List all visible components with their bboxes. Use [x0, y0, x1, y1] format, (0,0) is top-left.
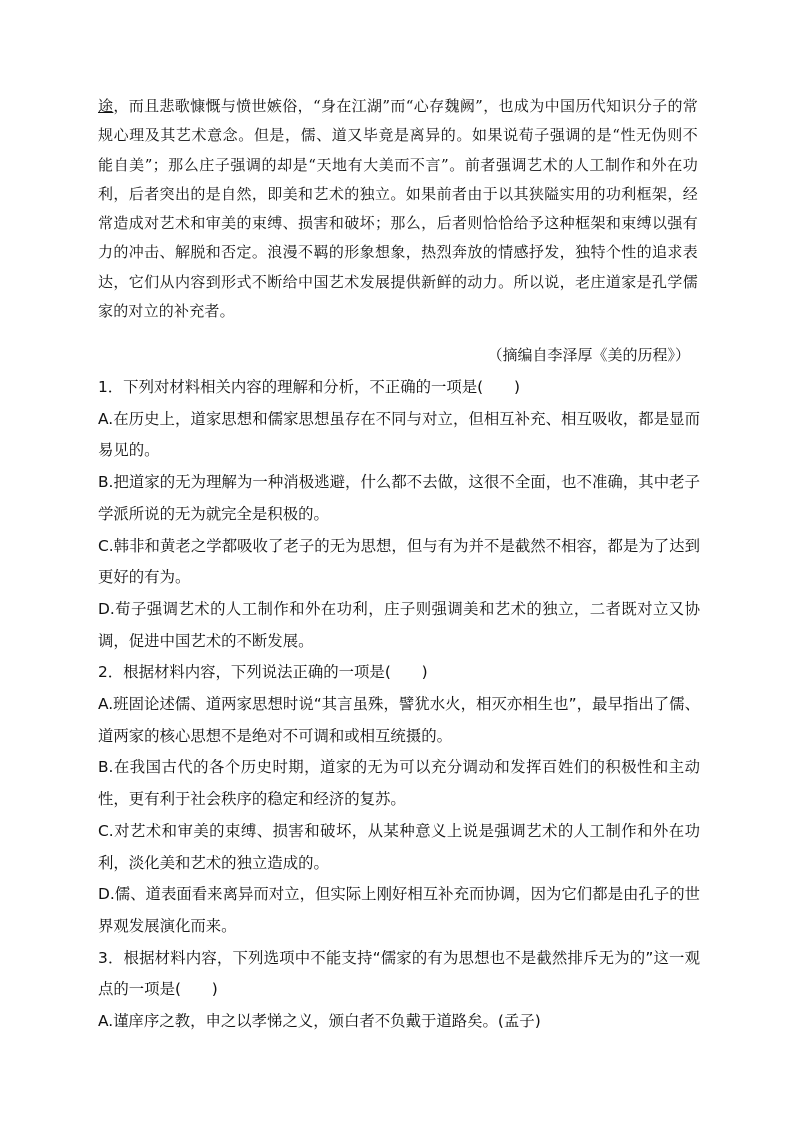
question-1-option-d: D.荀子强调艺术的人工制作和外在功利，庄子则强调美和艺术的独立，二者既对立又协调，促进中国艺术的不断发展。 — [98, 599, 700, 650]
question-2-option-c: C.对艺术和审美的束缚、损害和破坏，从某种意义上说是强调艺术的人工制作和外在功利，淡化美和艺术的独立造成的。 — [98, 821, 700, 872]
passage-body: ，而且悲歌慷慨与愤世嫉俗，“身在江湖”而“心存魏阙”，也成为中国历代知识分子的常规心理及其艺术意念。但是，儒、道又毕竟是离异的。如果说荀子强调的是“性无伪则不能自美”；那么庄子强调的却是“天地有大美而不言”。前者强调艺术的人工制作和外在功利，后者突出的是自然，即美和艺术的独立。如果前者由于以其狭隘实用的功利框架，经常造成对艺术和审美的束缚、损害和破坏；那么，后者则恰恰给予这种框架和束缚以强有力的冲击、解脱和否定。浪漫不羁的形象想象，热烈奔放的情感抒发，独特个性的追求表达，它们从内容到形式不断给中国艺术发展提供新鲜的动力。所以说，老庄道家是孔学儒家的对立的补充者。 — [98, 97, 698, 321]
passage-first-char: 途 — [98, 97, 114, 115]
question-1-stem: 1．下列对材料相关内容的理解和分析，不正确的一项是( ) — [98, 378, 520, 396]
source-citation: （摘编自李泽厚《美的历程》） — [487, 346, 690, 364]
passage-text — [98, 92, 698, 326]
question-2-option-a: A.班固论述儒、道两家思想时说“其言虽殊，譬犹水火，相灭亦相生也”，最早指出了儒、道两家的核心思想不是绝对不可调和或相互统摄的。 — [98, 695, 700, 745]
question-2-option-b: B.在我国古代的各个历史时期，道家的无为可以充分调动和发挥百姓们的积极性和主动性，更有利于社会秩序的稳定和经济的复苏。 — [98, 758, 700, 809]
question-3-option-a: A.谨庠序之教，申之以孝悌之义，颁白者不负戴于道路矣。(孟子) — [98, 1012, 541, 1031]
question-1-option-b: B.把道家的无为理解为一种消极逃避，什么都不去做，这很不全面，也不准确，其中老子学派所说的无为就完全是积极的。 — [98, 473, 700, 523]
question-3-stem: 3．根据材料内容，下列选项中不能支持“儒家的有为思想也不是截然排斥无为的”这一观点的一项是( ) — [98, 948, 700, 999]
question-1-option-a: A.在历史上，道家思想和儒家思想虽存在不同与对立，但相互补充、相互吸收，都是显而易见的。 — [98, 409, 700, 460]
question-2-option-d: D.儒、道表面看来离异而对立，但实际上刚好相互补充而协调，因为它们都是由孔子的世界观发展演化而来。 — [98, 885, 700, 935]
question-1-option-c: C.韩非和黄老之学都吸收了老子的无为思想，但与有为并不是截然不相容，都是为了达到更好的有为。 — [98, 536, 700, 587]
passage-paragraph — [98, 92, 698, 326]
question-2-stem: 2．根据材料内容，下列说法正确的一项是( ) — [98, 663, 428, 682]
questions-section — [98, 372, 700, 1038]
